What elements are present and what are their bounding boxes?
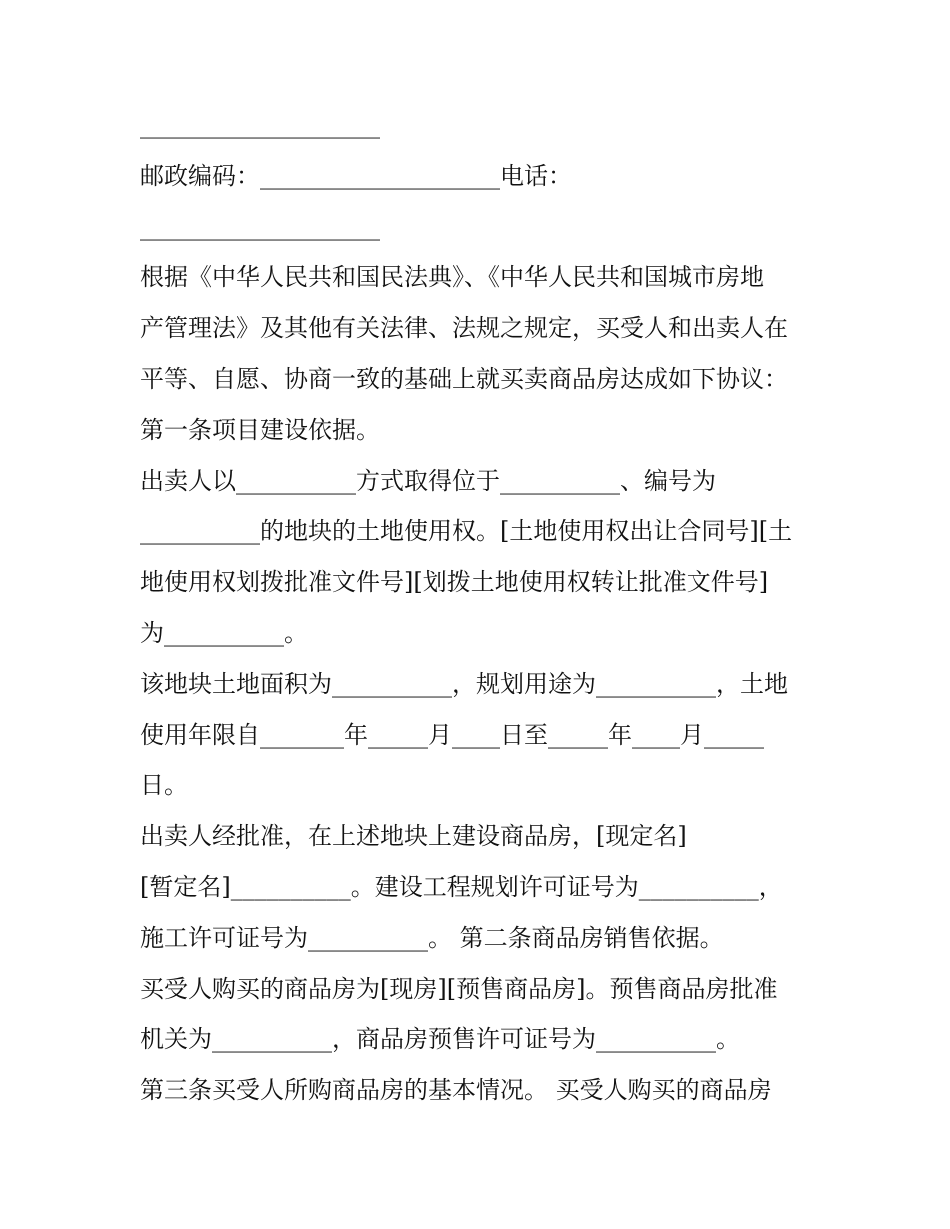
text-line: 使用年限自_______年_____月____日至_____年____月_____ [140, 720, 764, 749]
text-line: 邮政编码：____________________电话： [140, 161, 572, 190]
text-line: 根据《中华人民共和国民法典》、《中华人民共和国城市房地 [140, 263, 764, 292]
text-line: 该地块土地面积为__________，规划用途为__________，土地 [140, 669, 788, 698]
text-line: 买受人购买的商品房为[现房][预售商品房]。预售商品房批准 [140, 974, 778, 1003]
text-line: 产管理法》及其他有关法律、法规之规定，买受人和出卖人在 [140, 314, 788, 343]
text-line: 平等、自愿、协商一致的基础上就买卖商品房达成如下协议： [140, 364, 788, 393]
text-line: __________的地块的土地使用权。[土地使用权出让合同号][土 [140, 517, 793, 546]
text-line: 出卖人以__________方式取得位于__________、编号为 [140, 466, 716, 495]
text-line: 第一条项目建设依据。 [140, 415, 380, 444]
text-line: 施工许可证号为__________。 第二条商品房销售依据。 [140, 923, 724, 952]
document-page [140, 100, 820, 1116]
text-line: [暂定名]__________。建设工程规划许可证号为__________， [140, 872, 783, 901]
text-line: ____________________ [140, 212, 380, 241]
text-line: ____________________ [140, 111, 380, 139]
text-line: 地使用权划拨批准文件号][划拨土地使用权转让批准文件号] [140, 568, 769, 597]
text-line: 机关为__________，商品房预售许可证号为__________。 [140, 1025, 740, 1054]
text-line: 第三条买受人所购商品房的基本情况。 买受人购买的商品房 [140, 1076, 772, 1105]
text-line: 出卖人经批准，在上述地块上建设商品房，[现定名] [140, 822, 687, 851]
text-line: 为__________。 [140, 618, 308, 647]
text-line: 日。 [140, 771, 188, 800]
